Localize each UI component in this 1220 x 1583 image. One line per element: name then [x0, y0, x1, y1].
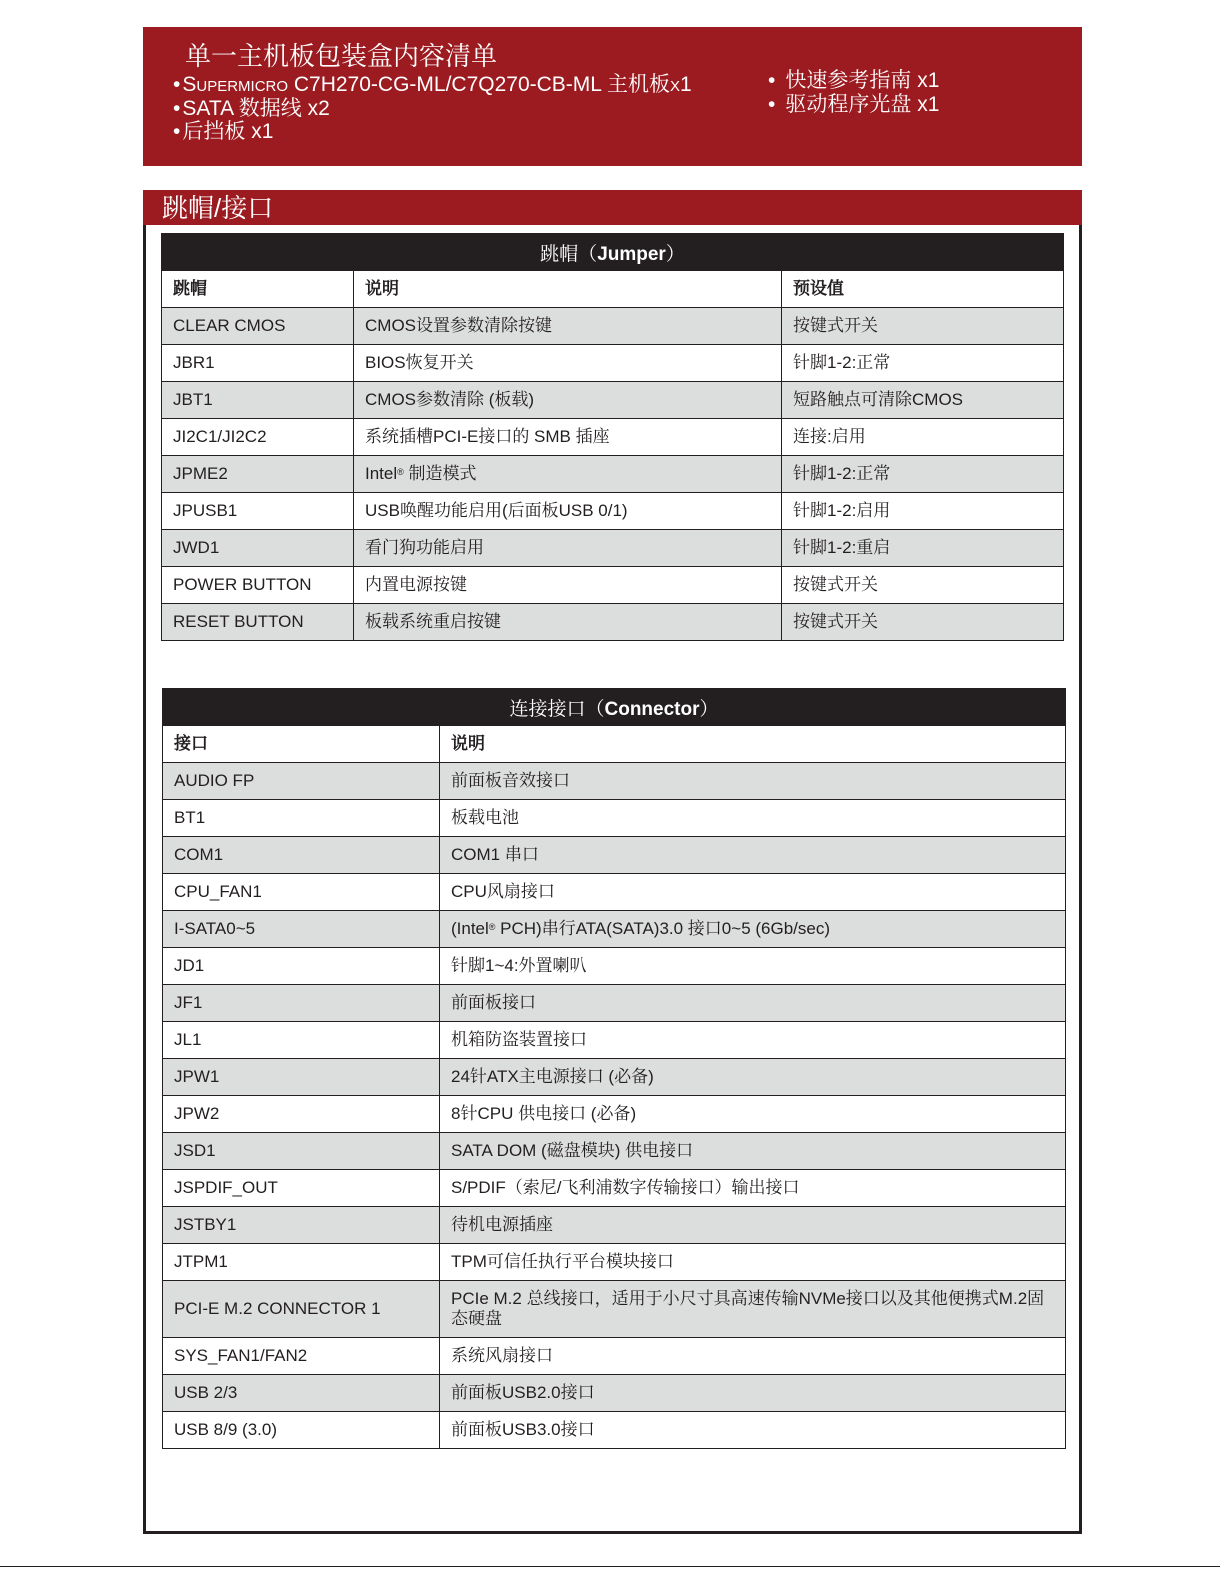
connector-description: 系统风扇接口: [440, 1338, 1066, 1375]
jumper-name: CLEAR CMOS: [162, 308, 354, 345]
table-row: [163, 1338, 1066, 1375]
connector-name: JPW1: [163, 1059, 440, 1096]
connector-name: AUDIO FP: [163, 763, 440, 800]
jumper-default: 按键式开关: [782, 567, 1064, 604]
connector-description: 板载电池: [440, 800, 1066, 837]
table-row: [163, 800, 1066, 837]
column-header-connector: 接口: [163, 726, 440, 763]
connector-name: JSD1: [163, 1133, 440, 1170]
jumper-default: 针脚1-2:正常: [782, 456, 1064, 493]
package-item-text: 驱动程序光盘 x1: [785, 92, 940, 116]
table-row: [163, 1412, 1066, 1449]
table-row: [163, 1375, 1066, 1412]
jumper-description: Intel® 制造模式: [354, 456, 782, 493]
jumper-default: 针脚1-2:启用: [782, 493, 1064, 530]
table-row: [163, 985, 1066, 1022]
package-item-text: SATA 数据线 x2: [182, 96, 330, 120]
jumper-name: RESET BUTTON: [162, 604, 354, 641]
connector-description: 前面板USB3.0接口: [440, 1412, 1066, 1449]
connector-name: SYS_FAN1/FAN2: [163, 1338, 440, 1375]
jumper-default: 按键式开关: [782, 604, 1064, 641]
table-row: [162, 345, 1064, 382]
package-list-left: [173, 73, 692, 144]
connector-description: 前面板音效接口: [440, 763, 1066, 800]
connector-name: PCI-E M.2 CONNECTOR 1: [163, 1281, 440, 1338]
table-row: [163, 1096, 1066, 1133]
jumper-name: JPUSB1: [162, 493, 354, 530]
jumper-default: 针脚1-2:正常: [782, 345, 1064, 382]
jumper-description: USB唤醒功能启用(后面板USB 0/1): [354, 493, 782, 530]
connector-name: USB 2/3: [163, 1375, 440, 1412]
jumper-description: CMOS参数清除 (板载): [354, 382, 782, 419]
connector-name: JSPDIF_OUT: [163, 1170, 440, 1207]
table-row: [163, 1170, 1066, 1207]
package-item-text: 快速参考指南 x1: [785, 69, 940, 92]
connector-name: JL1: [163, 1022, 440, 1059]
jumper-table-caption: 跳帽（Jumper）: [162, 234, 1064, 271]
connector-name: I-SATA0~5: [163, 911, 440, 948]
table-row: [162, 604, 1064, 641]
connector-description: 待机电源插座: [440, 1207, 1066, 1244]
column-header-default: 预设值: [782, 271, 1064, 308]
page-bottom-rule: [0, 1566, 1220, 1567]
table-row: [162, 530, 1064, 567]
package-item: •Supermicro C7H270-CG-ML/C7Q270-CB-ML 主机板x1: [173, 73, 692, 96]
connector-description: 针脚1~4:外置喇叭: [440, 948, 1066, 985]
table-row: [163, 1281, 1066, 1338]
jumper-table: [161, 233, 1064, 641]
table-row: [163, 1133, 1066, 1170]
connector-name: JPW2: [163, 1096, 440, 1133]
jumper-default: 按键式开关: [782, 308, 1064, 345]
connector-description: PCIe M.2 总线接口，适用于小尺寸具高速传输NVMe接口以及其他便携式M.2固态硬盘: [440, 1281, 1066, 1338]
jumper-name: JI2C1/JI2C2: [162, 419, 354, 456]
package-item: • 驱动程序光盘 x1: [768, 92, 940, 116]
connector-name: JF1: [163, 985, 440, 1022]
connector-table-caption: 连接接口（Connector）: [163, 689, 1066, 726]
connector-description: 24针ATX主电源接口 (必备): [440, 1059, 1066, 1096]
jumper-description: 内置电源按键: [354, 567, 782, 604]
connector-description: 前面板接口: [440, 985, 1066, 1022]
connector-name: BT1: [163, 800, 440, 837]
connector-table: [162, 688, 1066, 1449]
jumper-description: 系统插槽PCI-E接口的 SMB 插座: [354, 419, 782, 456]
connector-description: TPM可信任执行平台模块接口: [440, 1244, 1066, 1281]
package-item: •后挡板 x1: [173, 120, 274, 143]
connector-name: COM1: [163, 837, 440, 874]
package-item: •SATA 数据线 x2: [173, 96, 330, 120]
jumper-name: JWD1: [162, 530, 354, 567]
connector-name: USB 8/9 (3.0): [163, 1412, 440, 1449]
table-row: [163, 1022, 1066, 1059]
package-contents-title: 单一主机板包装盒内容清单: [185, 41, 498, 71]
column-header-description: 说明: [354, 271, 782, 308]
connector-name: JSTBY1: [163, 1207, 440, 1244]
jumper-default: 针脚1-2:重启: [782, 530, 1064, 567]
table-row: [162, 456, 1064, 493]
table-row: [162, 382, 1064, 419]
jumper-default: 短路触点可清除CMOS: [782, 382, 1064, 419]
table-row: [163, 948, 1066, 985]
package-list-right: [768, 69, 939, 116]
connector-description: CPU风扇接口: [440, 874, 1066, 911]
jumper-description: CMOS设置参数清除按键: [354, 308, 782, 345]
connector-description: 前面板USB2.0接口: [440, 1375, 1066, 1412]
package-item-text: Supermicro C7H270-CG-ML/C7Q270-CB-ML 主机板x1: [182, 73, 692, 96]
connector-name: JD1: [163, 948, 440, 985]
table-row: [163, 1059, 1066, 1096]
jumper-name: JBT1: [162, 382, 354, 419]
table-row: [162, 419, 1064, 456]
jumper-name: JPME2: [162, 456, 354, 493]
package-item: • 快速参考指南 x1: [768, 69, 940, 92]
jumper-name: POWER BUTTON: [162, 567, 354, 604]
section-title: 跳帽/接口: [162, 193, 274, 223]
connector-description: SATA DOM (磁盘模块) 供电接口: [440, 1133, 1066, 1170]
package-item-text: 后挡板 x1: [182, 120, 274, 143]
section-header: [143, 190, 1082, 225]
table-row: [163, 763, 1066, 800]
connector-description: S/PDIF（索尼/飞利浦数字传输接口）输出接口: [440, 1170, 1066, 1207]
connector-description: (Intel® PCH)串行ATA(SATA)3.0 接口0~5 (6Gb/sec): [440, 911, 1066, 948]
table-row: [162, 493, 1064, 530]
table-row: [162, 567, 1064, 604]
connector-description: COM1 串口: [440, 837, 1066, 874]
jumper-description: BIOS恢复开关: [354, 345, 782, 382]
column-header-description: 说明: [440, 726, 1066, 763]
table-row: [163, 874, 1066, 911]
connector-description: 8针CPU 供电接口 (必备): [440, 1096, 1066, 1133]
table-row: [163, 1244, 1066, 1281]
jumper-name: JBR1: [162, 345, 354, 382]
table-row: [163, 1207, 1066, 1244]
table-row: [163, 911, 1066, 948]
connector-name: JTPM1: [163, 1244, 440, 1281]
jumper-description: 看门狗功能启用: [354, 530, 782, 567]
connector-description: 机箱防盗装置接口: [440, 1022, 1066, 1059]
jumper-description: 板载系统重启按键: [354, 604, 782, 641]
table-row: [162, 308, 1064, 345]
table-row: [163, 837, 1066, 874]
column-header-jumper: 跳帽: [162, 271, 354, 308]
jumper-default: 连接:启用: [782, 419, 1064, 456]
package-contents-box: [143, 27, 1082, 166]
connector-name: CPU_FAN1: [163, 874, 440, 911]
